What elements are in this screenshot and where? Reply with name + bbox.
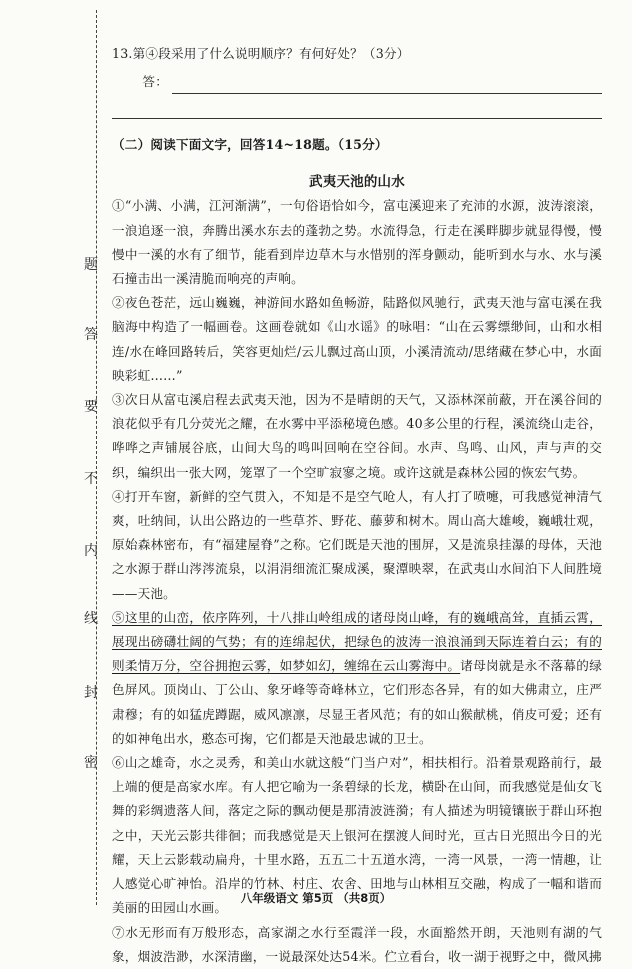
- page-footer: 八年级语文 第5页 （共8页）: [240, 891, 392, 905]
- seal-char-1: 题: [84, 257, 98, 273]
- answer-row: [112, 70, 602, 94]
- seal-char-7: 封: [84, 685, 98, 701]
- seal-char-6: 线: [84, 611, 98, 627]
- page-content: [112, 42, 602, 969]
- answer-label: 答：: [142, 74, 168, 90]
- paragraph-5-rest: 诸母岗就是永不落幕的绿色屏风。顶岗山、丁公山、象牙峰等奇峰林立，它们形态各异，有的如大佛肃立，庄严肃穆；有的如猛虎蹲踞，威风凛凛，尽显王者风范；有的如山猴献桃，俏皮可爱；还有的如神龟出水，憨态可掬，它们都是天池最忠诚的卫士。: [112, 658, 603, 746]
- seal-char-4: 不: [84, 471, 98, 487]
- seal-char-5: 内: [84, 543, 98, 559]
- paragraph-7: ⑦水无形而有万般形态，高家湖之水行至霞洋一段，水面豁然开朗，天池则有湖的气象，烟波浩渺，水深清幽，一说最深处达54米。伫立看台，收一湖于视野之中，微风拂: [112, 924, 602, 964]
- paragraph-6: ⑥山之雄奇，水之灵秀，和美山水就这般“门当户对”，相扶相行。沿着景观路前行，最上端的便是高家水库。有人把它喻为一条碧绿的长龙，横卧在山间，而我感觉是仙女飞舞的彩绸遗落人间，落定之际的飘动便是那清波涟漪；有人描述为明镜镶嵌于群山环抱之中，天光云影共徘徊；而我感觉是天上银河在摆渡人间时光，亘古日光照出今日的光耀，天上云影载动扁舟，十里水路，五五二十五道水湾，一湾一风景，一湾一情趣，让人感觉心旷神怡。沿岸的竹林、村庄、农舍、田地与山林相互交融，构成了一幅和谐而美丽的田园山水画。: [112, 755, 602, 916]
- article-title: 武夷天池的山水: [309, 174, 405, 191]
- answer-line-2[interactable]: [112, 94, 602, 119]
- paragraph-1: ①“小满、小满，江河渐满”，一句俗语恰如今，富屯溪迎来了充沛的水源，波涛滚滚，一浪追逐一浪，奔腾出溪水东去的蓬勃之势。水流得急，行走在溪畔脚步就显得慢，慢慢中一溪的水有了细节，能看到岸边草木与水惜别的浑身颤动，能听到水与水、水与溪石撞击出一溪清脆而响亮的声响。: [112, 198, 602, 287]
- paragraph-4: ④打开车窗，新鲜的空气贯入，不知是不是空气呛人，有人打了喷嚏，可我感觉神清气爽，吐纳间，认出公路边的一些草芥、野花、藤萝和树木。周山高大雄峻，巍峨壮观，原始森林密布，有“福建屋脊”之称。它们既是天池的围屏，又是流泉挂瀑的母体，天池之水源于群山涔涔流泉，以涓涓细流汇聚成溪，聚潭映翠，在武夷山水间泊下人间胜境——天池。: [112, 488, 602, 601]
- answer-line-1[interactable]: [172, 75, 602, 94]
- paragraph-3: ③次日从富屯溪启程去武夷天池，因为不是晴朗的天气，又添林深前蔽，开在溪谷间的浪花似乎有几分荧光之耀，在水雾中平添秘境色感。40多公里的行程，溪流绕山走谷，哗哗之声铺展谷底，山间大鸟的鸣叫回响在空谷间。水声、鸟鸣、山风，声与声的交织，编织出一张大网，笼罩了一个空旷寂寥之境。或许这就是森林公园的恢宏气势。: [112, 392, 602, 480]
- paragraph-2: ②夜色苍茫，远山巍巍，神游间水路如鱼畅游，陆路似风驰行，武夷天池与富屯溪在我脑海中构造了一幅画卷。这画卷就如《山水谣》的咏唱：“山在云雾缥缈间，山和水相连/水在峰回路转后，笑容更灿烂/云儿飘过高山顶，小溪清流动/思绪藏在梦心中，水面映彩虹……”: [112, 295, 602, 383]
- seal-char-3: 要: [84, 399, 98, 415]
- paragraph-5: [112, 606, 602, 751]
- seal-char-8: 密: [84, 755, 98, 771]
- binding-margin: [0, 0, 96, 921]
- section-heading: （二）阅读下面文字，回答14~18题。（15分）: [112, 137, 388, 153]
- seal-char-2: 答: [84, 327, 98, 343]
- question-13: 13.第④段采用了什么说明顺序？有何好处？（3分）: [112, 46, 410, 61]
- paragraph-5-underlined: ⑤这里的山峦，依序阵列，十八排山岭组成的诸母岗山峰，有的巍峨高耸，直插云霄，展现出磅礴壮阔的气势；有的连绵起伏，把绿色的波涛一浪浪涌到天际连着白云；有的则柔情万分，空谷拥抱云雾，如梦如幻，缠绵在云山雾海中。: [112, 609, 602, 674]
- seal-dashed-line: [96, 10, 97, 905]
